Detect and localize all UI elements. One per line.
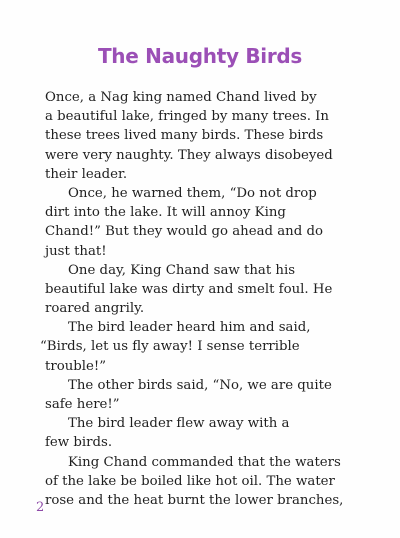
story-line: rose and the heat burnt the lower branches,	[45, 492, 344, 508]
story-line: roared angrily.	[45, 301, 145, 317]
story-line: dirt into the lake. It will annoy King	[45, 205, 286, 221]
page-title: The Naughty Birds	[97, 44, 303, 68]
story-line: King Chand commanded that the waters	[68, 454, 341, 470]
story-line: a beautiful lake, fringed by many trees. In	[45, 109, 329, 125]
story-line: of the lake be boiled like hot oil. The water	[45, 473, 335, 489]
story-line: few birds.	[45, 435, 113, 451]
story-line: The bird leader heard him and said,	[68, 320, 311, 336]
story-line: their leader.	[45, 166, 128, 182]
story-line: Once, he warned them, “Do not drop	[68, 185, 317, 201]
story-line: The other birds said, “No, we are quite	[68, 377, 332, 393]
story-line: trouble!”	[45, 358, 107, 374]
page-number: 2	[36, 500, 45, 515]
story-line: were very naughty. They always disobeyed	[45, 147, 333, 163]
story-line: The bird leader flew away with a	[68, 416, 290, 432]
story-text	[40, 88, 385, 510]
story-line: safe here!”	[45, 397, 120, 412]
story-line: Chand!” But they would go ahead and do	[45, 224, 323, 240]
story-line: One day, King Chand saw that his	[68, 262, 296, 278]
story-line: Once, a Nag king named Chand lived by	[45, 90, 317, 105]
story-line: these trees lived many birds. These birds	[45, 128, 324, 144]
story-line: “Birds, let us fly away! I sense terrible	[40, 339, 300, 355]
story-line: beautiful lake was dirty and smelt foul. He	[45, 281, 333, 297]
story-line: just that!	[45, 243, 107, 259]
